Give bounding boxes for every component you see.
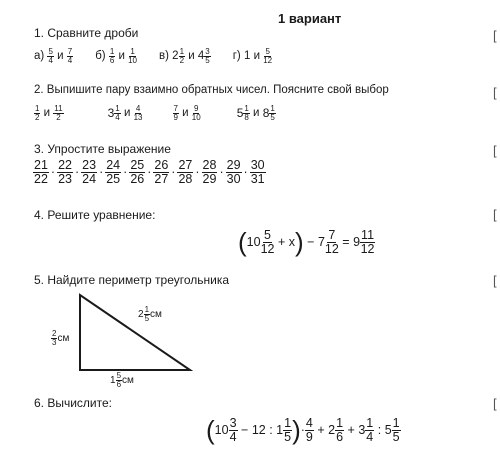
fraction: $\frac{5}{12}$: [263, 46, 273, 65]
fraction: $\frac{1}{5}$: [284, 416, 292, 444]
conj: и: [188, 50, 195, 62]
task2-pair: 3 $\frac{1}{4}$ и $\frac{4}{13}$: [107, 103, 143, 122]
fraction: $\frac{2}{3}$: [52, 329, 57, 347]
fraction: $\frac{1}{5}$: [144, 305, 150, 323]
task2-pairs: [34, 98, 276, 128]
multiply-dot: ·: [50, 165, 56, 179]
fraction: $\frac{5}{12}$: [260, 228, 275, 256]
conj: и: [118, 50, 125, 62]
margin-bracket: [: [493, 143, 497, 158]
fraction: $\frac{1}{2}$: [179, 46, 185, 65]
item-label: г): [232, 50, 241, 62]
margin-bracket: [: [493, 273, 497, 288]
fraction: $\frac{1}{2}$: [35, 103, 40, 122]
task3-title: 3. Упростите выражение: [34, 142, 171, 156]
multiply-dot: ·: [195, 165, 200, 179]
fraction: $\frac{1}{4}$: [115, 103, 120, 122]
fraction: $\frac{4}{13}$: [133, 103, 143, 122]
fraction: $\frac{21}{22}$: [34, 158, 48, 186]
multiply-dot: ·: [171, 165, 176, 179]
fraction: $\frac{1}{10}$: [128, 46, 138, 65]
item-label: в): [159, 50, 169, 62]
multiply-dot: ·: [219, 165, 224, 179]
task1-a: [34, 48, 73, 65]
side-bottom-label: 1 $\frac{5}{6}$ см: [110, 371, 134, 389]
item-label: а): [34, 50, 45, 62]
fraction: $\frac{11}{2}$: [54, 103, 63, 122]
fraction: $\frac{1}{4}$: [366, 416, 374, 444]
fraction: $\frac{9}{10}$: [191, 103, 201, 122]
margin-bracket: [: [493, 85, 497, 100]
fraction: $\frac{24}{25}$: [106, 158, 121, 186]
task1-b: [95, 48, 137, 65]
fraction: $\frac{7}{9}$: [173, 103, 178, 122]
margin-bracket: [: [493, 28, 497, 43]
item-label: б): [95, 50, 106, 62]
fraction: $\frac{1}{5}$: [270, 103, 275, 122]
fraction: $\frac{5}{6}$: [116, 371, 122, 389]
fraction: $\frac{11}{12}$: [360, 228, 375, 256]
fraction: $\frac{3}{5}$: [205, 46, 210, 65]
fraction: $\frac{1}{6}$: [109, 46, 115, 65]
task2-pair: $\frac{7}{9}$ и $\frac{9}{10}$: [173, 103, 201, 122]
fraction: $\frac{25}{26}$: [130, 158, 145, 186]
side-left-label: $\frac{2}{3}$ см: [52, 329, 70, 347]
fraction: $\frac{22}{23}$: [58, 158, 72, 186]
fraction: $\frac{27}{28}$: [178, 158, 193, 186]
fraction: $\frac{4}{9}$: [305, 416, 313, 444]
task2-title: 2. Выпишите пару взаимно обратных чисел. Поясните свой выбор: [34, 84, 389, 96]
margin-bracket: [: [493, 207, 497, 222]
fraction: $\frac{26}{27}$: [154, 158, 169, 186]
task2-pair: 5 $\frac{1}{8}$ и 8 $\frac{1}{5}$: [236, 103, 275, 122]
fraction: $\frac{30}{31}$: [250, 158, 265, 186]
fraction: $\frac{1}{6}$: [336, 416, 344, 444]
task1-v: в) 2 $\frac{1}{2}$ и 4 $\frac{3}{5}$: [159, 46, 210, 65]
multiply-dot: ·: [147, 165, 152, 179]
variant-title: 1 вариант: [278, 11, 342, 26]
task2-pair: $\frac{1}{2}$ и $\frac{11}{2}$: [35, 103, 63, 122]
fraction: $\frac{1}{5}$: [392, 416, 400, 444]
task6-title: 6. Вычислите:: [34, 396, 112, 410]
fraction: $\frac{28}{29}$: [202, 158, 217, 186]
conj: и: [57, 50, 64, 62]
multiply-dot: ·: [123, 165, 128, 179]
task4-equation: ( 10 $\frac{5}{12}$ + x ) − 7 $\frac{7}{12}$ = 9 $\frac{11}{12}$: [238, 227, 375, 257]
fraction: $\frac{3}{4}$: [229, 416, 237, 444]
fraction: $\frac{23}{24}$: [82, 158, 97, 186]
fraction: $\frac{7}{4}$: [67, 46, 73, 65]
margin-bracket: [: [493, 396, 497, 411]
task1-items: [34, 41, 272, 71]
task5-title: 5. Найдите периметр треугольника: [34, 273, 230, 287]
fraction: $\frac{29}{30}$: [226, 158, 241, 186]
side-hypotenuse-label: 2 $\frac{1}{5}$ см: [138, 305, 162, 323]
task1-title: 1. Сравните дроби: [34, 26, 139, 40]
task4-title: 4. Решите уравнение:: [34, 208, 156, 222]
task6-expression: ( 10 $\frac{3}{4}$ − 12 : 1 $\frac{1}{5}$ ) · $\frac{4}{9}$ + 2 $\frac{1}{6}$ + 3 $\frac{1}{4}$ : 5 $\frac{1}{5}$: [206, 415, 400, 445]
multiply-dot: ·: [99, 165, 104, 179]
multiply-dot: ·: [243, 165, 248, 179]
triangle-figure: [60, 290, 200, 380]
multiply-dot: ·: [74, 165, 80, 179]
conj: и: [253, 50, 261, 62]
fraction: $\frac{5}{4}$: [48, 46, 53, 65]
task3-expression: [33, 155, 266, 189]
task1-g: г) 1 и $\frac{5}{12}$: [232, 46, 273, 65]
fraction: $\frac{1}{8}$: [244, 103, 249, 122]
fraction: $\frac{7}{12}$: [324, 228, 339, 256]
